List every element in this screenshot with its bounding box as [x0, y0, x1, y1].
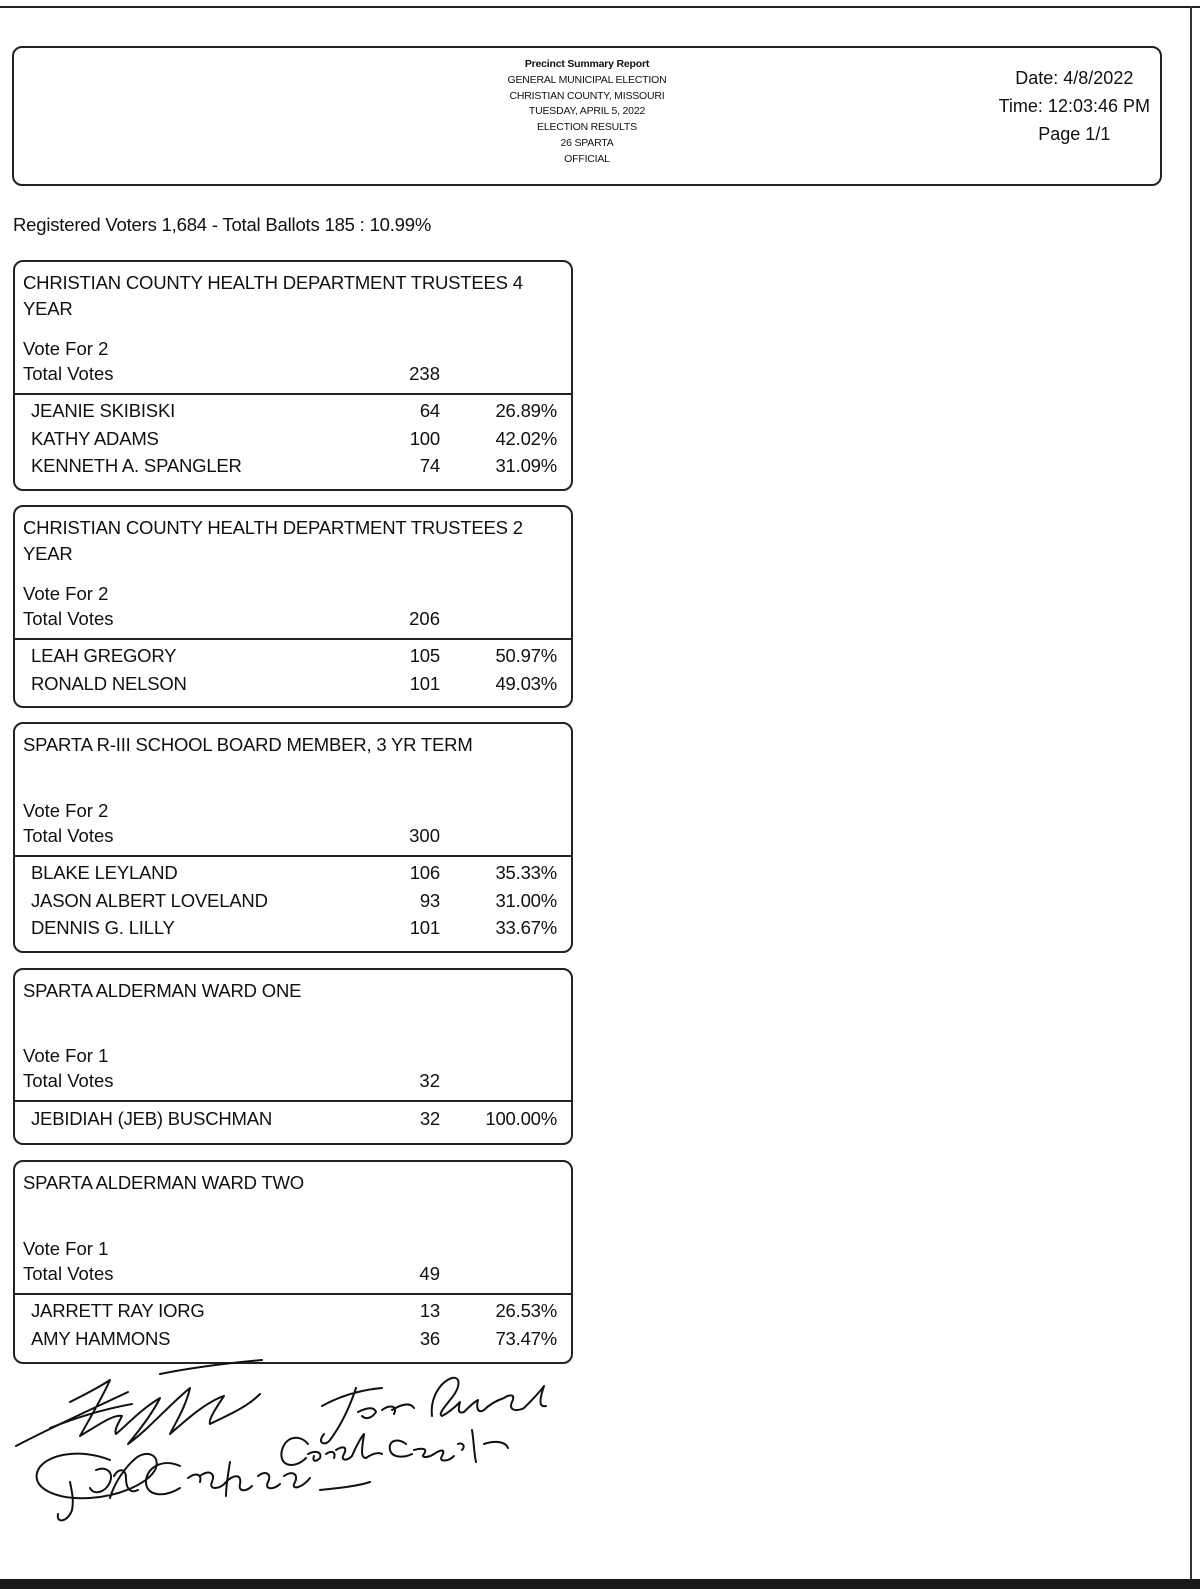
candidate-row: [15, 1327, 571, 1355]
candidate-votes: 36: [419, 1327, 440, 1349]
report-meta: [999, 64, 1150, 148]
total-votes-value: 300: [409, 825, 440, 846]
report-title: Precinct Summary Report: [524, 58, 650, 70]
signature-3: [281, 1430, 508, 1465]
candidate-votes: 74: [419, 455, 440, 476]
results-label: ELECTION RESULTS: [537, 121, 637, 134]
candidate-votes: 64: [419, 400, 440, 421]
candidate-row: [15, 672, 571, 700]
candidate-list: [15, 644, 571, 699]
contest-health-trustees-4yr: [13, 260, 573, 491]
candidate-name: JARRETT RAY IORG: [31, 1300, 205, 1321]
candidate-name: KENNETH A. SPANGLER: [31, 455, 242, 476]
candidate-votes: 105: [409, 645, 440, 666]
candidate-votes: 32: [419, 1108, 440, 1129]
candidate-percent: 31.00%: [495, 889, 557, 911]
contest-title: CHRISTIAN COUNTY HEALTH DEPARTMENT TRUSTEES 2 YEAR: [23, 517, 523, 564]
contest-divider: [15, 393, 571, 395]
report-header: [12, 46, 1162, 186]
report-time: Time: 12:03:46 PM: [998, 96, 1150, 116]
candidate-percent: 31.09%: [495, 455, 557, 476]
total-votes-label: Total Votes: [23, 363, 114, 384]
report-title-block: [14, 57, 1160, 168]
candidate-list: [15, 399, 571, 482]
candidate-list: [15, 1107, 571, 1135]
candidate-percent: 100.00%: [485, 1108, 557, 1129]
precinct-name: 26 SPARTA: [560, 136, 614, 149]
contest-title: SPARTA ALDERMAN WARD TWO: [23, 1172, 304, 1193]
candidate-percent: 35.33%: [495, 862, 557, 883]
candidate-row: [15, 644, 571, 672]
total-votes-label: Total Votes: [23, 608, 114, 629]
scan-edge-top: [0, 0, 1200, 8]
page-number: Page 1/1: [1038, 124, 1111, 144]
candidate-row: [15, 861, 571, 889]
scan-edge-right: [1190, 6, 1192, 1581]
candidate-name: LEAH GREGORY: [31, 645, 177, 666]
candidate-percent: 42.02%: [495, 427, 557, 449]
candidate-list: [15, 1299, 571, 1354]
candidate-percent: 26.89%: [495, 400, 557, 421]
candidate-row: [15, 916, 571, 944]
candidate-percent: 33.67%: [495, 917, 557, 938]
total-votes-value: 238: [409, 363, 440, 384]
vote-for: Vote For 2: [23, 583, 109, 604]
signature-4: [37, 1454, 370, 1521]
contest-divider: [15, 855, 571, 857]
official-label: OFFICIAL: [564, 152, 610, 165]
candidate-name: DENNIS G. LILLY: [31, 917, 175, 938]
candidate-row: [15, 1299, 571, 1327]
signature-1: [16, 1360, 262, 1446]
candidate-row: [15, 889, 571, 917]
election-name: GENERAL MUNICIPAL ELECTION: [507, 73, 667, 86]
vote-for: Vote For 2: [23, 800, 109, 821]
county-name: CHRISTIAN COUNTY, MISSOURI: [509, 89, 665, 102]
candidate-row: [15, 399, 571, 427]
contest-alderman-ward-two: [13, 1160, 573, 1364]
report-date: Date: 4/8/2022: [1015, 68, 1134, 88]
total-votes-value: 49: [419, 1263, 440, 1284]
candidate-percent: 50.97%: [495, 645, 557, 666]
total-votes-label: Total Votes: [23, 1263, 114, 1284]
candidate-name: KATHY ADAMS: [31, 427, 159, 449]
candidate-votes: 93: [419, 889, 440, 911]
contest-health-trustees-2yr: [13, 505, 573, 708]
candidate-name: JEANIE SKIBISKI: [31, 400, 176, 421]
candidate-percent: 26.53%: [495, 1300, 557, 1321]
total-votes-label: Total Votes: [23, 825, 114, 846]
contest-divider: [15, 638, 571, 640]
candidate-percent: 73.47%: [495, 1327, 557, 1349]
signature-2: [321, 1378, 546, 1444]
contest-divider: [15, 1100, 571, 1102]
vote-for: Vote For 2: [23, 338, 109, 359]
candidate-name: RONALD NELSON: [31, 672, 187, 694]
vote-for: Vote For 1: [23, 1045, 109, 1066]
candidate-row: [15, 427, 571, 455]
election-date: TUESDAY, APRIL 5, 2022: [528, 105, 646, 118]
candidate-list: [15, 861, 571, 944]
candidate-name: AMY HAMMONS: [31, 1327, 171, 1349]
signatures-image: [10, 1358, 570, 1538]
candidate-percent: 49.03%: [495, 672, 557, 694]
contest-school-board: [13, 722, 573, 953]
candidate-name: BLAKE LEYLAND: [31, 862, 178, 883]
candidate-name: JASON ALBERT LOVELAND: [31, 889, 268, 911]
candidate-votes: 101: [409, 672, 440, 694]
contest-title: SPARTA R-III SCHOOL BOARD MEMBER, 3 YR TERM: [23, 734, 473, 755]
turnout-summary: Registered Voters 1,684 - Total Ballots 185 : 10.99%: [13, 214, 432, 235]
candidate-votes: 13: [419, 1300, 440, 1321]
vote-for: Vote For 1: [23, 1238, 109, 1259]
contest-alderman-ward-one: [13, 968, 573, 1145]
contest-title: CHRISTIAN COUNTY HEALTH DEPARTMENT TRUSTEES 4 YEAR: [23, 272, 523, 319]
total-votes-value: 206: [409, 608, 440, 629]
contest-divider: [15, 1293, 571, 1295]
scan-edge-bottom: [0, 1579, 1200, 1589]
candidate-row: [15, 454, 571, 482]
contest-title: SPARTA ALDERMAN WARD ONE: [23, 980, 302, 1001]
candidate-votes: 100: [409, 427, 440, 449]
total-votes-label: Total Votes: [23, 1070, 114, 1091]
signatures-block: [10, 1358, 570, 1538]
candidate-name: JEBIDIAH (JEB) BUSCHMAN: [31, 1108, 273, 1129]
candidate-votes: 101: [409, 917, 440, 938]
total-votes-value: 32: [419, 1070, 440, 1091]
candidate-row: [15, 1107, 571, 1135]
candidate-votes: 106: [409, 862, 440, 883]
